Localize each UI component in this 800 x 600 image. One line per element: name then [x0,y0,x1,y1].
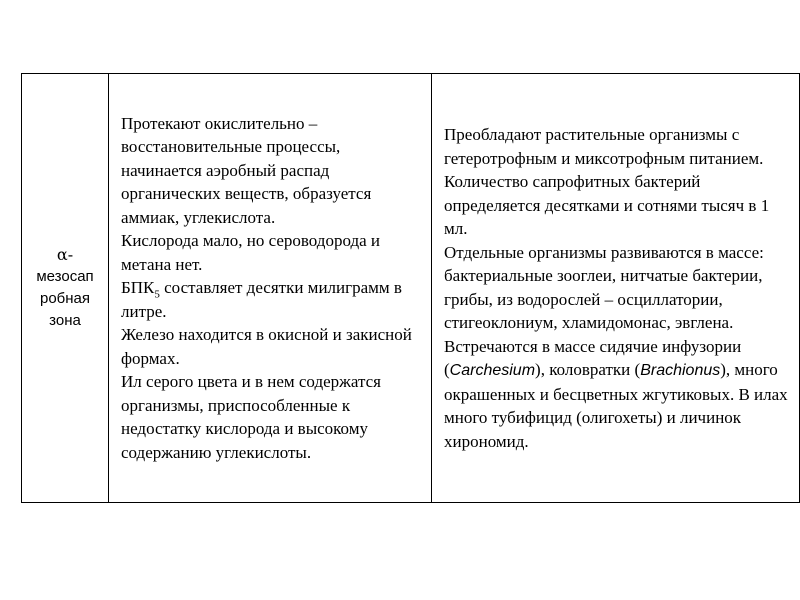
zone-name-line-2: робная [39,290,91,307]
process-paragraph-2: Кислорода мало, но сероводорода и метана нет. [121,231,381,274]
organisms-text-b: ), коловратки ( [535,360,641,379]
processes-cell [109,74,432,503]
process-paragraph-4: Железо находится в окисной и закисной формах. [121,325,412,368]
zone-name-line-3: зона [49,312,81,329]
process-paragraph-bod [121,276,419,323]
bod-label: БПК [121,278,155,298]
table-row [22,74,800,503]
organisms-text-a: Встречаются в массе сидячие инфузории ( [444,336,742,379]
zone-name-line-1: мезосап [36,268,94,285]
zone-alpha-symbol: α- [56,245,74,264]
organisms-paragraph-4 [444,335,789,454]
organisms-paragraph-1: Преобладают растительные организмы с гетеротрофным и миксотрофным питанием. [444,125,764,168]
organisms-paragraph-3: Отдельные организмы развиваются в массе: бактериальные зооглеи, нитчатые бактерии, грибы, из водорослей – осциллатории, стигеоклониум, хламидомонас, эвглена. [444,242,764,332]
latin-name-carchesium: Carchesium [449,362,536,379]
organisms-text-c: ), много окрашенных и бесцветных жгутиковых. В илах много тубифицид (олигохеты) и личинок хирономид. [444,360,788,451]
bod-text: составляет десятки милиграмм в литре. [121,278,402,321]
saprobity-table [21,73,800,503]
organisms-paragraph-2: Количество сапрофитных бактерий определяется десятками и сотнями тысяч в 1 мл. [444,172,770,238]
zone-name-cell [22,74,109,503]
bod-subscript: 5 [154,288,160,301]
process-paragraph-5: Ил серого цвета и в нем содержатся организмы, приспособленные к недостатку кислорода и высокому содержанию углекислоты. [121,372,381,462]
process-paragraph-1: Протекают окислительно – восстановительные процессы, начинается аэробный распад органических веществ, образуется аммиак, углекислота. [121,113,372,227]
latin-name-brachionus: Brachionus [640,362,721,379]
organisms-cell [432,74,800,503]
